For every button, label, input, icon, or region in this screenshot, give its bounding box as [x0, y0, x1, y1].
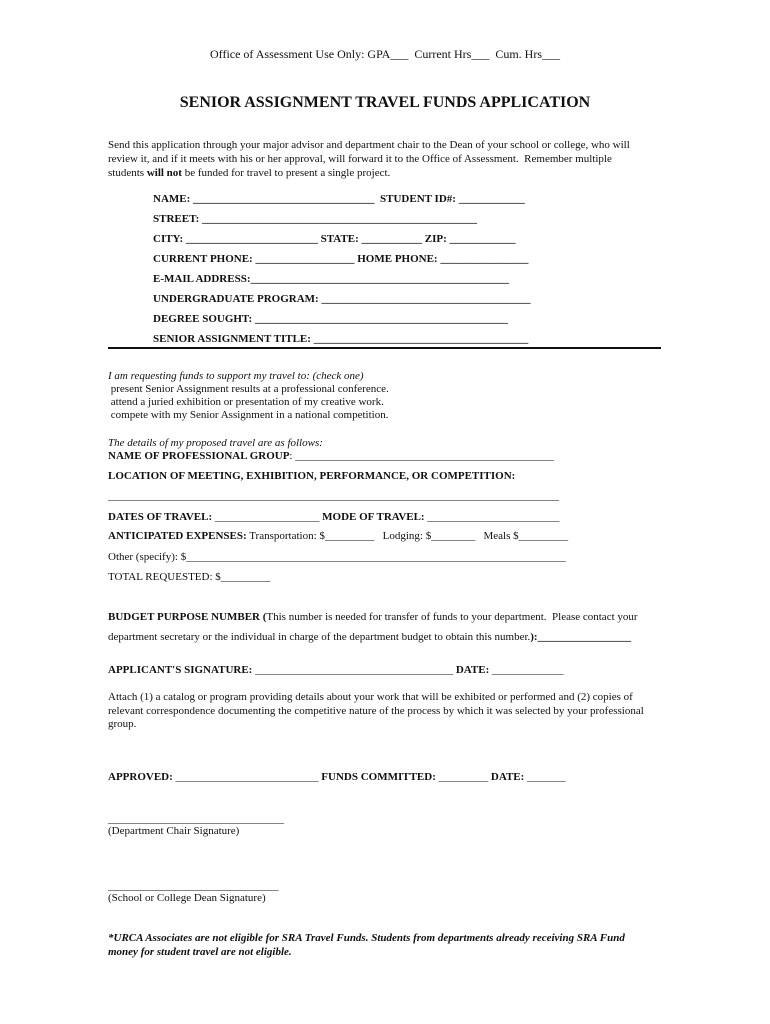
funds-committed-field[interactable]: _________	[435, 771, 489, 783]
applicant-signature-row	[108, 664, 564, 677]
other-expenses-field[interactable]: Other (specify): $_____________________________________________________________________	[108, 551, 566, 563]
dates-field[interactable]: ___________________	[212, 511, 320, 523]
home-phone-label: HOME PHONE:	[357, 253, 438, 265]
purpose-option[interactable]: attend a juried exhibition or presentation of my creative work.	[108, 396, 384, 408]
email-label: E-MAIL ADDRESS:	[153, 273, 251, 285]
name-label: NAME:	[153, 193, 191, 205]
city-field[interactable]: ________________________	[185, 233, 318, 245]
location-field[interactable]: __________________________________________________________________________________	[108, 490, 559, 502]
footnote-line: money for student travel are not eligible.	[108, 946, 292, 958]
current-phone-label: CURRENT PHONE:	[153, 253, 253, 265]
transportation-field[interactable]: Transportation: $_________	[246, 530, 375, 542]
budget-note: This number is needed for transfer of funds to your department. Please contact your	[266, 611, 638, 623]
degree-field[interactable]: ______________________________________________	[254, 313, 508, 325]
mode-label: MODE OF TRAVEL:	[322, 511, 425, 523]
budget-line	[108, 611, 638, 624]
lodging-field[interactable]: Lodging: $________	[382, 530, 476, 542]
assignment-title-row	[153, 333, 528, 346]
approval-row	[108, 771, 566, 784]
current-phone-field[interactable]: __________________	[255, 253, 355, 265]
name-field[interactable]: _________________________________	[193, 193, 375, 205]
group-label: NAME OF PROFESSIONAL GROUP	[108, 450, 290, 462]
dates-label: DATES OF TRAVEL:	[108, 511, 213, 523]
program-row	[153, 293, 530, 306]
section-divider	[108, 347, 661, 349]
chair-signature-caption: (Department Chair Signature)	[108, 825, 240, 837]
degree-row	[153, 313, 508, 326]
street-field[interactable]: __________________________________________________	[202, 213, 478, 225]
home-phone-field[interactable]: ________________	[440, 253, 529, 265]
approved-field[interactable]: __________________________	[172, 771, 319, 783]
street-label: STREET:	[153, 213, 200, 225]
purpose-intro: I am requesting funds to support my travel to: (check one)	[108, 370, 364, 382]
approval-date-field[interactable]: _______	[524, 771, 566, 783]
budget-note: department secretary or the individual in charge of the department budget to obtain this number.	[108, 631, 531, 643]
office-use-line: Office of Assessment Use Only: GPA___ Current Hrs___ Cum. Hrs___	[210, 47, 560, 61]
state-field[interactable]: ___________	[361, 233, 423, 245]
assignment-title-field[interactable]: _______________________________________	[313, 333, 529, 345]
state-label: STATE:	[320, 233, 359, 245]
phone-row	[153, 253, 528, 266]
budget-number-field[interactable]: ):_________________	[530, 631, 632, 643]
purpose-option[interactable]: present Senior Assignment results at a professional conference.	[108, 383, 389, 395]
intro-emphasis: will not	[146, 167, 182, 179]
approval-date-label: DATE:	[490, 771, 525, 783]
budget-label: BUDGET PURPOSE NUMBER (	[108, 611, 267, 623]
group-row	[108, 450, 554, 463]
dean-signature-field[interactable]: _______________________________	[108, 880, 279, 892]
dates-row	[108, 511, 559, 524]
zip-label: ZIP:	[424, 233, 447, 245]
page-title: SENIOR ASSIGNMENT TRAVEL FUNDS APPLICATION	[179, 94, 591, 111]
intro-line	[108, 167, 390, 180]
attach-line: relevant correspondence documenting the competitive nature of the process by which it was selected by your professional	[108, 705, 644, 717]
dean-signature-caption: (School or College Dean Signature)	[108, 892, 266, 904]
name-row	[153, 193, 525, 206]
street-row	[153, 213, 477, 226]
meals-field[interactable]: Meals $_________	[483, 530, 569, 542]
attach-line: Attach (1) a catalog or program providing details about your work that will be exhibited or performed and (2) copies of	[108, 691, 633, 703]
assignment-title-label: SENIOR ASSIGNMENT TITLE:	[153, 333, 311, 345]
program-label: UNDERGRADUATE PROGRAM:	[153, 293, 319, 305]
student-id-field[interactable]: ____________	[458, 193, 525, 205]
email-row	[153, 273, 509, 286]
approved-label: APPROVED:	[108, 771, 173, 783]
applicant-signature-label: APPLICANT'S SIGNATURE:	[108, 664, 253, 676]
group-field[interactable]: : _______________________________________________	[289, 450, 554, 462]
student-id-label: STUDENT ID#:	[380, 193, 456, 205]
applicant-signature-field[interactable]: ____________________________________	[252, 664, 454, 676]
expenses-row	[108, 530, 568, 543]
chair-signature-field[interactable]: ________________________________	[108, 813, 284, 825]
intro-text: students	[108, 167, 147, 179]
program-field[interactable]: ______________________________________	[321, 293, 531, 305]
attach-line: group.	[108, 718, 137, 730]
signature-date-label: DATE:	[455, 664, 490, 676]
signature-date-field[interactable]: _____________	[489, 664, 564, 676]
intro-text: be funded for travel to present a single project.	[181, 167, 391, 179]
zip-field[interactable]: ____________	[449, 233, 516, 245]
total-requested-field[interactable]: TOTAL REQUESTED: $_________	[108, 571, 271, 583]
expenses-label: ANTICIPATED EXPENSES:	[108, 530, 247, 542]
city-row	[153, 233, 516, 246]
funds-committed-label: FUNDS COMMITTED:	[321, 771, 436, 783]
footnote-line: *URCA Associates are not eligible for SRA Travel Funds. Students from departments already receiving SRA Fund	[108, 932, 625, 944]
email-field[interactable]: _______________________________________________	[250, 273, 509, 285]
details-intro: The details of my proposed travel are as follows:	[108, 437, 323, 449]
intro-line: review it, and if it meets with his or her approval, will forward it to the Office of Assessment. Remember multiple	[108, 153, 612, 165]
purpose-option[interactable]: compete with my Senior Assignment in a national competition.	[108, 409, 389, 421]
degree-label: DEGREE SOUGHT:	[153, 313, 253, 325]
budget-line	[108, 631, 631, 644]
city-label: CITY:	[153, 233, 184, 245]
mode-field[interactable]: ________________________	[424, 511, 560, 523]
location-label: LOCATION OF MEETING, EXHIBITION, PERFORMANCE, OR COMPETITION:	[108, 470, 516, 482]
intro-line: Send this application through your major advisor and department chair to the Dean of your school or college, who will	[108, 139, 630, 151]
